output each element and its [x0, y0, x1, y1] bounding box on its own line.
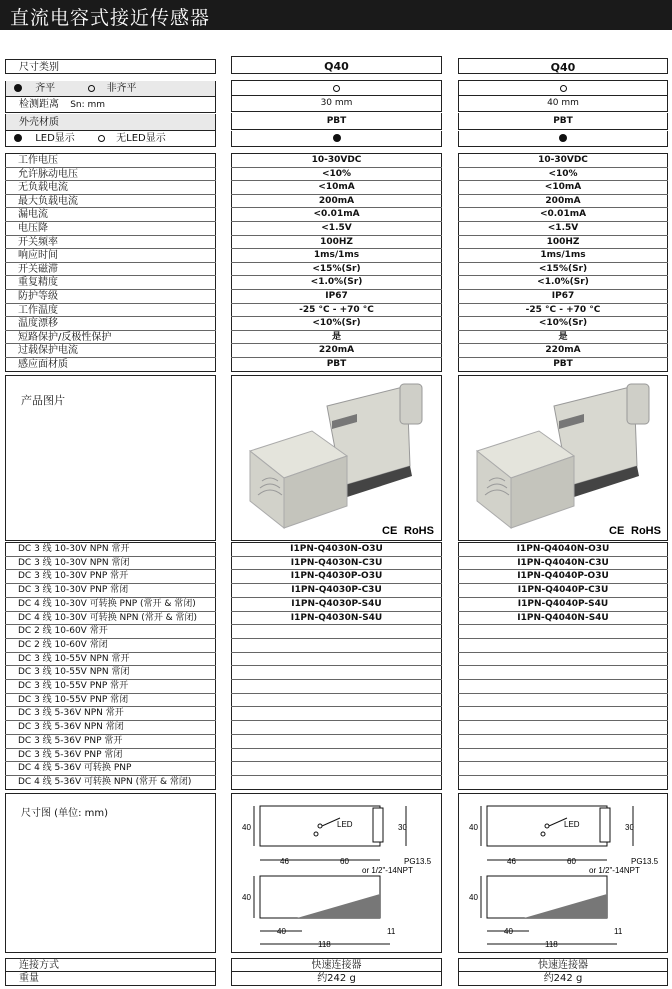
- dim-pg: PG13.5: [631, 857, 659, 866]
- housing-col1: PBT: [231, 113, 442, 130]
- led-col2: [458, 131, 668, 147]
- model-col2: [458, 639, 668, 652]
- weight-col1: 约242 g: [231, 972, 442, 986]
- spec-col1: <1.0%(Sr): [310, 277, 363, 288]
- distance-col2: 40 mm: [458, 96, 668, 112]
- model-col2: [458, 735, 668, 748]
- mount-col2: [458, 80, 668, 96]
- spec-col2: PBT: [553, 359, 573, 369]
- mount-type-label: [5, 81, 216, 97]
- model-col2: I1PN-Q4040N-C3U: [517, 557, 609, 568]
- rohs-mark: RoHS: [404, 525, 434, 537]
- spec-label: 工作电压: [18, 155, 58, 166]
- model-col2: [458, 653, 668, 666]
- nonflush-label: 非齐平: [106, 83, 137, 94]
- dim-60: 60: [340, 857, 349, 866]
- led-label-cell: [5, 131, 216, 147]
- model-label: DC 3 线 5-36V NPN 常开: [18, 708, 124, 719]
- model-label: DC 4 线 10-30V 可转换 PNP (常开 & 常闭): [18, 598, 196, 609]
- spec-col1: <10%: [321, 168, 352, 179]
- model-col1: [231, 707, 442, 720]
- model-col1: [231, 694, 442, 707]
- dim-118: 118: [318, 940, 331, 949]
- sensor-drawing: [250, 384, 422, 528]
- size-category-label: 尺寸类别: [5, 59, 216, 74]
- model-label: DC 3 线 10-55V PNP 常闭: [18, 694, 129, 705]
- spec-col1: 是: [331, 331, 341, 342]
- dim-npt: or 1/2"-14NPT: [362, 866, 413, 875]
- spec-label: 无负载电流: [18, 182, 68, 194]
- product-photo-col2: [458, 375, 668, 541]
- spec-col2: IP67: [551, 291, 575, 301]
- model-label: DC 4 线 5-36V 可转换 PNP: [18, 763, 132, 774]
- sensor-drawing: [477, 384, 649, 528]
- photo-label-box: [5, 375, 216, 541]
- distance-unit: Sn: mm: [70, 100, 106, 110]
- spec-label: 漏电流: [18, 209, 48, 221]
- dim-40: 40: [504, 927, 513, 936]
- spec-col2: <15%(Sr): [538, 263, 588, 274]
- spec-col2: 100HZ: [546, 236, 580, 247]
- connection-col2: 快速连接器: [458, 958, 668, 972]
- spec-col1: IP67: [325, 291, 348, 301]
- model-col1: [231, 639, 442, 652]
- dim-pg: PG13.5: [404, 857, 432, 866]
- dim-40: 40: [277, 927, 286, 936]
- spec-col1: 100HZ: [320, 236, 353, 247]
- spec-col1: 1ms/1ms: [313, 250, 360, 261]
- led-callout: LED: [564, 820, 580, 829]
- product-image: [232, 376, 441, 540]
- model-label: DC 4 线 10-30V 可转换 NPN (常开 & 常闭): [18, 612, 198, 623]
- empty-circle-icon: [333, 85, 340, 92]
- model-col1: [231, 735, 442, 748]
- size-category-col2: Q40: [458, 58, 668, 74]
- dim-height: 40: [242, 823, 251, 832]
- model-col2: [458, 707, 668, 720]
- spec-label: 电压降: [18, 223, 48, 234]
- led-without-label: 无LED显示: [116, 133, 166, 144]
- model-col1: I1PN-Q4030P-O3U: [290, 571, 383, 582]
- size-category-col1: Q40: [231, 56, 442, 74]
- dim-height-b: 40: [242, 893, 251, 902]
- model-label: DC 2 线 10-60V 常开: [18, 626, 108, 637]
- connection-label: 连接方式: [5, 958, 216, 972]
- model-col2: [458, 666, 668, 679]
- dim-46: 46: [280, 857, 289, 866]
- model-col1: I1PN-Q4030N-O3U: [290, 544, 383, 554]
- model-label: DC 4 线 5-36V 可转换 NPN (常开 & 常闭): [18, 776, 192, 787]
- dimension-drawing-col2: [458, 793, 668, 953]
- filled-dot-icon: [14, 134, 22, 142]
- spec-label: 短路保护/反极性保护: [18, 331, 112, 343]
- spec-col2: 1ms/1ms: [540, 250, 586, 261]
- spec-col1: PBT: [326, 359, 347, 369]
- empty-circle-icon: [560, 85, 567, 92]
- model-label: DC 3 线 10-30V NPN 常闭: [18, 557, 130, 568]
- dim-depth: 30: [398, 823, 407, 832]
- empty-circle-icon: [98, 135, 105, 142]
- model-label: DC 3 线 5-36V PNP 常开: [18, 735, 123, 746]
- spec-label: 温度漂移: [18, 318, 58, 330]
- model-label: DC 3 线 10-55V NPN 常闭: [18, 667, 130, 678]
- led-with-label: LED显示: [35, 133, 75, 144]
- dim-npt: or 1/2"-14NPT: [589, 866, 640, 875]
- filled-dot-icon: [333, 134, 341, 142]
- spec-label: 最大负载电流: [18, 195, 78, 207]
- model-label: DC 2 线 10-60V 常闭: [18, 639, 108, 650]
- model-label: DC 3 线 10-55V NPN 常开: [18, 653, 130, 664]
- spec-col2: 200mA: [545, 195, 581, 206]
- product-image: [459, 376, 667, 540]
- spec-col1: 10-30VDC: [311, 155, 362, 165]
- model-label: DC 3 线 10-30V NPN 常开: [18, 544, 130, 554]
- spec-col1: <0.01mA: [313, 209, 360, 220]
- dim-11: 11: [387, 927, 396, 936]
- spec-col1: -25 °C - +70 °C: [299, 304, 374, 315]
- model-label: DC 3 线 10-30V PNP 常闭: [18, 585, 129, 596]
- spec-label: 工作温度: [18, 304, 58, 316]
- model-col2: [458, 721, 668, 734]
- model-col1: I1PN-Q4030N-S4U: [290, 612, 383, 623]
- spec-col2: 是: [558, 331, 568, 342]
- model-col1: [231, 776, 442, 789]
- led-callout: LED: [337, 820, 353, 829]
- model-col1: [231, 749, 442, 762]
- spec-col1: <1.5V: [321, 223, 352, 233]
- model-col1: I1PN-Q4030N-C3U: [290, 557, 383, 568]
- dim-height-b: 40: [469, 893, 478, 902]
- model-col2: [458, 680, 668, 693]
- model-label: DC 3 线 5-36V PNP 常闭: [18, 749, 123, 760]
- model-label: DC 3 线 10-55V PNP 常开: [18, 681, 129, 691]
- connection-col1: 快速连接器: [231, 958, 442, 972]
- empty-circle-icon: [88, 85, 95, 92]
- model-col1: I1PN-Q4030P-C3U: [291, 585, 382, 596]
- model-col2: I1PN-Q4040N-S4U: [517, 612, 609, 623]
- filled-dot-icon: [559, 134, 567, 142]
- model-col2: I1PN-Q4040P-C3U: [517, 585, 609, 596]
- spec-label: 响应时间: [18, 250, 58, 262]
- spec-col2: <10%(Sr): [538, 318, 588, 329]
- housing-label: 外壳材质: [5, 114, 216, 131]
- spec-label: 允许脉动电压: [18, 168, 78, 180]
- dimension-drawing: [459, 794, 667, 952]
- spec-label: 过载保护电流: [18, 345, 78, 357]
- dim-118: 118: [545, 940, 558, 949]
- weight-col2: 约242 g: [458, 972, 668, 986]
- led-col1: [231, 131, 442, 147]
- model-col1: [231, 721, 442, 734]
- dim-11: 11: [614, 927, 623, 936]
- model-col2: [458, 625, 668, 638]
- spec-col1: <10mA: [318, 182, 355, 193]
- model-label: DC 3 线 5-36V NPN 常闭: [18, 722, 124, 733]
- spec-col2: 10-30VDC: [538, 155, 588, 165]
- dim-46: 46: [507, 857, 516, 866]
- ce-mark: CE: [609, 525, 625, 537]
- model-col2: [458, 749, 668, 762]
- spec-col1: <10%(Sr): [312, 318, 361, 329]
- model-col1: [231, 680, 442, 693]
- spec-col2: -25 °C - +70 °C: [525, 304, 601, 315]
- spec-label: 防护等级: [18, 291, 58, 302]
- spec-col2: <10mA: [544, 182, 582, 193]
- model-col2: [458, 776, 668, 789]
- housing-col2: PBT: [458, 113, 668, 130]
- distance-col1: 30 mm: [231, 96, 442, 112]
- spec-label: 感应面材质: [18, 359, 68, 370]
- model-label: DC 3 线 10-30V PNP 常开: [18, 571, 129, 582]
- model-col1: [231, 666, 442, 679]
- spec-col2: <1.5V: [547, 223, 579, 233]
- model-col1: [231, 625, 442, 638]
- model-col1: [231, 653, 442, 666]
- distance-label: 检测距离: [19, 99, 59, 110]
- spec-col1: <15%(Sr): [312, 263, 361, 274]
- flush-label: 齐平: [35, 83, 56, 94]
- model-col2: [458, 762, 668, 775]
- dim-depth: 30: [625, 823, 634, 832]
- weight-label: 重量: [5, 972, 216, 986]
- dimension-label: 尺寸图 (单位: mm): [21, 808, 109, 819]
- spec-label: 重复精度: [18, 277, 58, 289]
- model-col2: I1PN-Q4040P-O3U: [517, 571, 609, 582]
- model-col2: I1PN-Q4040P-S4U: [517, 598, 609, 609]
- filled-dot-icon: [14, 84, 22, 92]
- model-col2: [458, 694, 668, 707]
- model-col1: I1PN-Q4030P-S4U: [291, 598, 382, 609]
- photo-label: 产品图片: [21, 394, 65, 407]
- page-title: 直流电容式接近传感器: [10, 7, 211, 29]
- spec-col1: 200mA: [318, 195, 355, 206]
- title-bar: [0, 0, 672, 30]
- spec-col1: 220mA: [318, 345, 355, 356]
- dimension-label-box: [5, 793, 216, 953]
- model-col1: [231, 762, 442, 775]
- spec-col2: <10%: [548, 168, 578, 179]
- spec-label: 开关频率: [18, 236, 58, 248]
- ce-mark: CE: [382, 525, 398, 537]
- product-photo-col1: [231, 375, 442, 541]
- spec-col2: <1.0%(Sr): [537, 277, 589, 288]
- spec-label: 开关磁滞: [18, 263, 58, 275]
- spec-col2: 220mA: [545, 345, 581, 356]
- dimension-drawing: [232, 794, 441, 952]
- rohs-mark: RoHS: [631, 525, 661, 537]
- spec-col2: <0.01mA: [539, 209, 587, 220]
- dim-60: 60: [567, 857, 576, 866]
- model-col2: I1PN-Q4040N-O3U: [516, 544, 610, 554]
- dimension-drawing-col1: [231, 793, 442, 953]
- mount-col1: [231, 80, 442, 96]
- distance-label-cell: [5, 97, 216, 113]
- dim-height: 40: [469, 823, 478, 832]
